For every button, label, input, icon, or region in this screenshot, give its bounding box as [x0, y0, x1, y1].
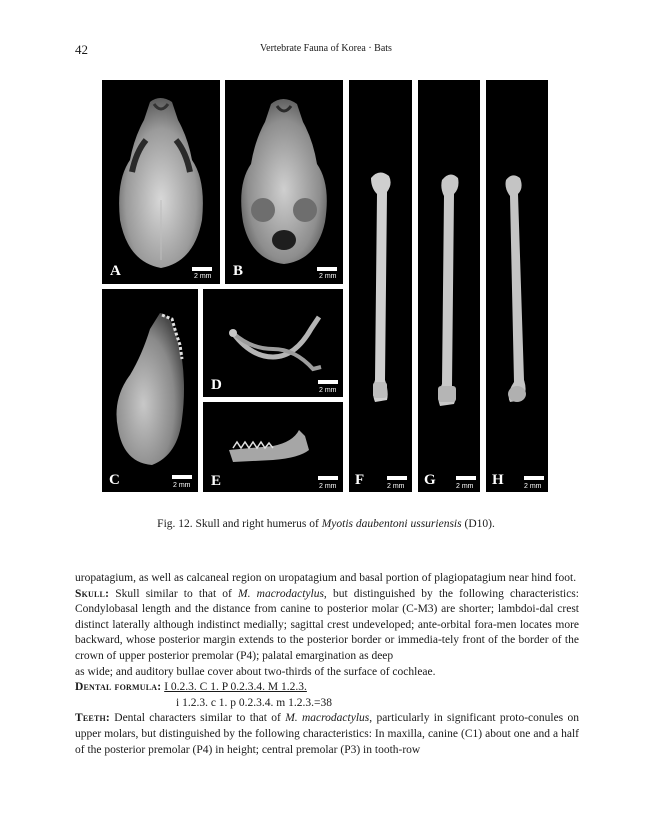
panel-d [203, 289, 343, 397]
dental-formula-upper-row [75, 680, 579, 696]
body-text [75, 571, 579, 758]
dental-formula-heading: Dental formula: [75, 681, 162, 694]
scale-bar-e [318, 476, 338, 480]
caption-prefix: Fig. 12. Skull and right humerus of [157, 518, 322, 530]
skull-lateral-image [102, 289, 198, 492]
skull-ventral-image [225, 80, 343, 284]
scale-label-b: 2 mm [319, 273, 337, 280]
panel-label-c: C [109, 472, 120, 488]
teeth-paragraph [75, 711, 579, 758]
panel-label-d: D [211, 377, 222, 393]
panel-b [225, 80, 343, 284]
scale-label-h: 2 mm [524, 483, 542, 490]
teeth-text-before: Dental characters similar to that of [109, 712, 286, 725]
panel-f [349, 80, 412, 492]
scale-bar-d [318, 380, 338, 384]
scale-label-d: 2 mm [319, 387, 337, 394]
dental-formula-lower: i 1.2.3. c 1. p 0.2.3.4. m 1.2.3.=38 [176, 696, 332, 709]
scale-bar-b [317, 267, 337, 271]
skull-text-before: Skull similar to that of [109, 587, 239, 600]
scale-label-c: 2 mm [173, 482, 191, 489]
caption-suffix: (D10). [461, 518, 495, 530]
teeth-text-after: , particularly in significant proto-conules on upper molars, but distinguished by the following characteristics: In maxilla, canine (C1) about one and a half of the posterior premolar (P4) in height; central premolar (P3) in tooth-row [75, 712, 579, 756]
panel-label-e: E [211, 473, 222, 489]
teeth-heading: Teeth: [75, 712, 110, 725]
panel-label-g: G [424, 472, 436, 488]
scale-bar-h [524, 476, 544, 480]
skull-last-line: as wide; and auditory bullae cover about two-thirds of the surface of cochleae. [75, 665, 436, 678]
dental-formula-upper: I 0.2.3. C 1. P 0.2.3.4. M 1.2.3. [164, 681, 307, 694]
humerus-image-h [486, 80, 548, 492]
humerus-image-f [349, 80, 412, 492]
skull-paragraph [75, 587, 579, 665]
panel-label-b: B [233, 263, 244, 279]
panel-label-h: H [492, 472, 504, 488]
skull-dorsal-image [102, 80, 220, 284]
intro-paragraph [75, 571, 579, 587]
skull-heading: Skull: [75, 587, 110, 600]
scale-label-a: 2 mm [194, 273, 212, 280]
scale-bar-g [456, 476, 476, 480]
running-head: Vertebrate Fauna of Korea · Bats [260, 43, 392, 54]
scale-label-f: 2 mm [387, 483, 405, 490]
scale-bar-f [387, 476, 407, 480]
panel-label-a: A [110, 263, 121, 279]
scale-label-e: 2 mm [319, 483, 337, 490]
panel-g [418, 80, 480, 492]
scale-bar-a [192, 267, 212, 271]
scale-label-g: 2 mm [456, 483, 474, 490]
panel-h [486, 80, 548, 492]
panel-e [203, 402, 343, 492]
intro-line-1: uropatagium, as well as calcaneal region on uropatagium and basal portion of plagiopatagium near [75, 572, 529, 584]
teeth-species: M. macrodactylus [285, 712, 370, 725]
skull-species: M. macrodactylus [238, 587, 324, 600]
scale-bar-c [172, 475, 192, 479]
page-number: 42 [75, 42, 88, 57]
panel-label-f: F [355, 472, 365, 488]
skull-text-after: , but distinguished by the following characteristics: Condylobasal length and the distance from canine to posterior molar (C-M3) are shorter; lambdoi-dal crest distinct laterally although indistinct medially; sagittal crest undeveloped; ante-orbital fora-men locates more backward, whose posterior margin extends to the posterior border or immedia-tely front of the border of the crown of upper posterior premolar (P4); palatal emargination as deep [75, 587, 579, 662]
caption-species: Myotis daubentoni ussuriensis [321, 518, 462, 530]
humerus-image-g [418, 80, 480, 492]
panel-a [102, 80, 220, 284]
intro-line-2: hind foot. [531, 572, 577, 584]
panel-c [102, 289, 198, 492]
figure-caption [0, 518, 652, 530]
